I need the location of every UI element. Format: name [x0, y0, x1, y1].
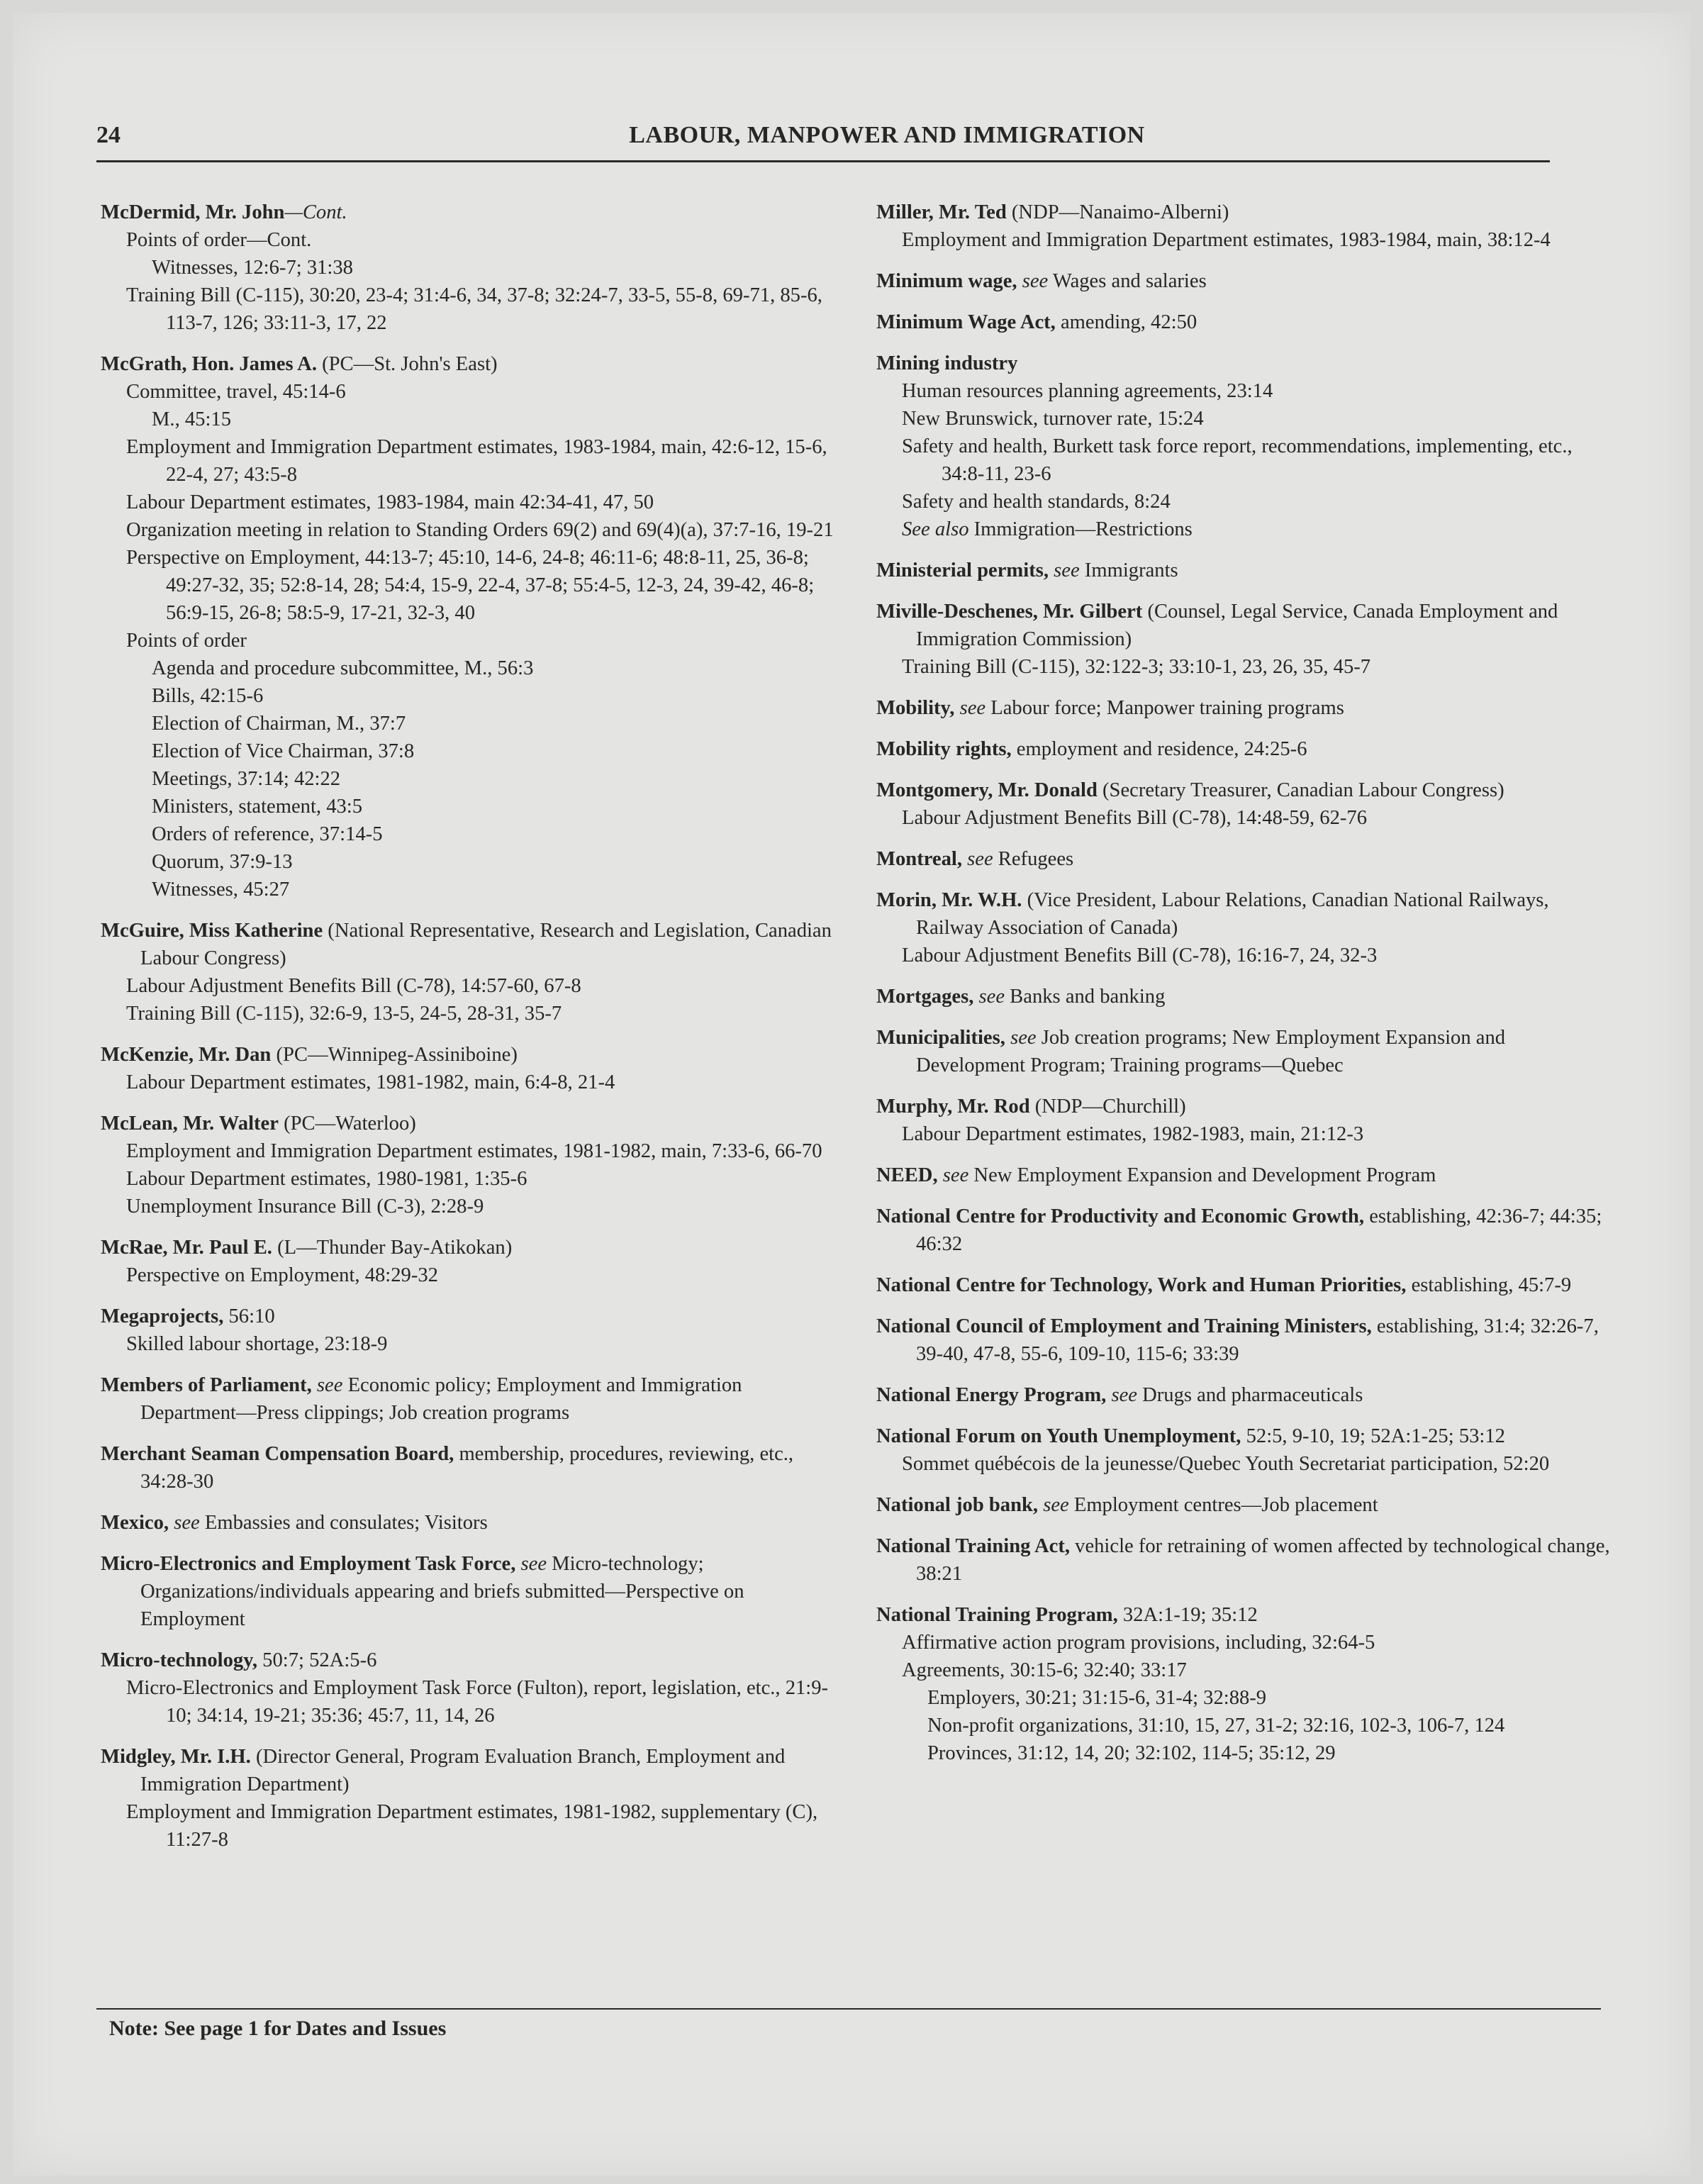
sub-entry-text: Agreements, 30:15-6; 32:40; 33:17 [902, 1659, 1187, 1681]
entry-description: (Vice President, Labour Relations, Canadian National Railways, Railway Association of Canada) [916, 889, 1549, 939]
sub-entry-text: Human resources planning agreements, 23:14 [902, 380, 1273, 402]
entry-heading [101, 1303, 838, 1330]
entry-heading [876, 1422, 1611, 1450]
sub-entry [876, 1656, 1611, 1684]
entry-description: Labour force; Manpower training programs [985, 697, 1344, 719]
entry-term: McDermid, Mr. John [101, 201, 285, 223]
entry-heading [876, 1313, 1611, 1368]
index-entry [876, 1491, 1611, 1519]
sub-entry-text: Micro-Electronics and Employment Task Force (Fulton), report, legislation, etc., 21:9-10; 34:14, 19-21; 35:36; 45:7, 11, 14, 26 [126, 1677, 829, 1727]
index-entry [101, 1371, 838, 1427]
entry-description: Immigrants [1079, 559, 1178, 581]
sub-entry-text: M., 45:15 [152, 408, 232, 430]
entry-term: Megaprojects, [101, 1305, 224, 1327]
see-also-word: See also [902, 518, 969, 540]
index-entry [876, 845, 1611, 873]
index-entry [876, 776, 1611, 832]
entry-description: Employment centres—Job placement [1068, 1494, 1378, 1516]
sub-entry [101, 544, 838, 627]
see-reference-word: see [316, 1374, 343, 1396]
entry-description: Wages and salaries [1048, 270, 1207, 292]
entry-term: National Forum on Youth Unemployment, [876, 1425, 1241, 1447]
sub-entry [876, 488, 1611, 516]
sub-sub-entry [101, 737, 838, 765]
sub-entry-text: Training Bill (C-115), 32:122-3; 33:10-1, 23, 26, 35, 45-7 [902, 656, 1371, 678]
entry-description: employment and residence, 24:25-6 [1011, 738, 1307, 760]
entry-heading [876, 886, 1611, 942]
entry-term: National Training Program, [876, 1604, 1118, 1626]
index-entry [101, 1110, 838, 1220]
entry-description: (NDP—Nanaimo-Alberni) [1006, 201, 1229, 223]
entry-term: Mining industry [876, 352, 1018, 374]
index-entry [101, 199, 838, 337]
index-entry [101, 1743, 838, 1854]
sub-entry-text: Safety and health standards, 8:24 [902, 491, 1171, 513]
entry-description: 52:5, 9-10, 19; 52A:1-25; 53:12 [1241, 1425, 1505, 1447]
sub-entry-text: Employment and Immigration Department estimates, 1981-1982, supplementary (C), 11:27-8 [126, 1801, 818, 1851]
entry-term: Minimum wage, [876, 270, 1017, 292]
index-entry [876, 1532, 1611, 1588]
sub-entry-text: Ministers, statement, 43:5 [152, 796, 363, 818]
entry-description: 32A:1-19; 35:12 [1117, 1604, 1258, 1626]
entry-description: Banks and banking [1005, 986, 1166, 1008]
sub-entry-text: Safety and health, Burkett task force report, recommendations, implementing, etc., 34:8-11, 23-6 [902, 435, 1573, 485]
index-entry [101, 350, 838, 903]
entry-term: Minimum Wage Act, [876, 311, 1056, 333]
entry-term: Montgomery, Mr. Donald [876, 779, 1098, 801]
sub-entry-text: Perspective on Employment, 44:13-7; 45:10, 14-6, 24-8; 46:11-6; 48:8-11, 25, 36-8; 49:27-32, 35; 52:8-14, 28; 54:4, 15-9, 22-4, 37-8; 55:4-5, 12-3, 24, 39-42, 46-8; 56:9-15, 26-8; 58:5-9, 17-21, 32-3, 40 [126, 547, 815, 624]
entry-description: (NDP—Churchill) [1029, 1096, 1186, 1118]
sub-entry-text: Training Bill (C-115), 32:6-9, 13-5, 24-5, 28-31, 35-7 [126, 1003, 562, 1025]
page-number: 24 [96, 122, 121, 148]
sub-entry [101, 1000, 838, 1027]
sub-entry [876, 942, 1611, 969]
entry-heading [101, 1743, 838, 1798]
entry-term: Miller, Mr. Ted [876, 201, 1007, 223]
sub-entry [876, 433, 1611, 488]
see-reference-word: see [1043, 1494, 1069, 1516]
see-reference-word: see [978, 986, 1005, 1008]
index-entry [876, 886, 1611, 969]
sub-entry-text: Employment and Immigration Department estimates, 1983-1984, main, 38:12-4 [902, 229, 1551, 251]
entry-term: Mobility rights, [876, 738, 1012, 760]
sub-entry [101, 1330, 838, 1358]
entry-term: Midgley, Mr. I.H. [101, 1746, 251, 1768]
entry-term: Municipalities, [876, 1027, 1005, 1049]
sub-entry-text: Employers, 30:21; 31:15-6, 31-4; 32:88-9 [927, 1687, 1267, 1709]
sub-entry-text: Employment and Immigration Department estimates, 1981-1982, main, 7:33-6, 66-70 [126, 1140, 822, 1162]
see-reference-word: see [959, 697, 986, 719]
entry-term: Ministerial permits, [876, 559, 1049, 581]
entry-heading [876, 1532, 1611, 1588]
sub-entry-text: Labour Adjustment Benefits Bill (C-78), 14:48-59, 62-76 [902, 807, 1367, 829]
sub-sub-entry [101, 682, 838, 710]
entry-term: McGrath, Hon. James A. [101, 353, 317, 375]
sub-entry-text: Training Bill (C-115), 30:20, 23-4; 31:4-6, 34, 37-8; 32:24-7, 33-5, 55-8, 69-71, 85-6, 113-7, 126; 33:11-3, 17, 22 [126, 284, 822, 334]
entry-term: National job bank, [876, 1494, 1039, 1516]
see-reference-word: see [1111, 1384, 1137, 1406]
entry-description: (L—Thunder Bay-Atikokan) [272, 1237, 513, 1259]
entry-heading [876, 267, 1611, 295]
page-header [96, 119, 1550, 162]
entry-heading [101, 1110, 838, 1137]
continued-mark: —Cont. [284, 201, 347, 223]
sub-entry [101, 1193, 838, 1220]
entry-description: Drugs and pharmaceuticals [1137, 1384, 1363, 1406]
sub-sub-entry [101, 848, 838, 876]
sub-entry [101, 1798, 838, 1854]
entry-heading [876, 1093, 1611, 1120]
sub-entry-text: Organization meeting in relation to Standing Orders 69(2) and 69(4)(a), 37:7-16, 19-21 [126, 519, 834, 541]
entry-term: Merchant Seaman Compensation Board, [101, 1443, 454, 1465]
entry-term: Montreal, [876, 848, 962, 870]
sub-sub-entry [876, 1712, 1611, 1739]
sub-entry-text: Employment and Immigration Department estimates, 1983-1984, main, 42:6-12, 15-6, 22-4, 27; 43:5-8 [126, 436, 827, 486]
entry-description: (National Representative, Research and Legislation, Canadian Labour Congress) [140, 920, 832, 969]
sub-entry-text: Affirmative action program provisions, including, 32:64-5 [902, 1632, 1375, 1654]
sub-entry-text: Points of order—Cont. [126, 229, 312, 251]
index-entry [101, 1647, 838, 1729]
sub-entry [876, 226, 1611, 254]
index-entry [876, 735, 1611, 763]
index-entry [101, 1234, 838, 1289]
entry-heading [876, 199, 1611, 226]
entry-term: National Centre for Productivity and Economic Growth, [876, 1205, 1365, 1227]
sub-entry-text: Labour Department estimates, 1980-1981, 1:35-6 [126, 1168, 527, 1190]
sub-entry [876, 1629, 1611, 1656]
sub-entry [101, 489, 838, 516]
entry-heading [876, 1381, 1611, 1409]
index-entry [876, 199, 1611, 254]
see-reference-word: see [1054, 559, 1080, 581]
index-entry [876, 350, 1611, 543]
entry-term: National Energy Program, [876, 1384, 1107, 1406]
entry-description: Micro-technology; Organizations/individuals appearing and briefs submitted—Perspective on Employment [140, 1553, 744, 1630]
entry-heading [876, 1271, 1611, 1299]
index-entry [876, 267, 1611, 295]
entry-description: New Employment Expansion and Development Program [968, 1164, 1436, 1186]
index-entry [876, 1203, 1611, 1258]
entry-description: (PC—Winnipeg-Assiniboine) [271, 1044, 518, 1066]
entry-description: (Secretary Treasurer, Canadian Labour Congress) [1097, 779, 1504, 801]
sub-sub-entry [101, 254, 838, 282]
entry-heading [101, 1509, 838, 1537]
entry-heading [876, 350, 1611, 377]
entry-description: Job creation programs; New Employment Expansion and Development Program; Training programs—Quebec [916, 1027, 1506, 1076]
sub-entry-text: Orders of reference, 37:14-5 [152, 823, 383, 845]
entry-description: (PC—St. John's East) [316, 353, 498, 375]
sub-entry-text: Bills, 42:15-6 [152, 685, 264, 707]
sub-entry [876, 1120, 1611, 1148]
entry-description: Economic policy; Employment and Immigration Department—Press clippings; Job creation programs [140, 1374, 742, 1424]
sub-entry-text: Quorum, 37:9-13 [152, 851, 293, 873]
entry-term: National Centre for Technology, Work and Human Priorities, [876, 1274, 1407, 1296]
index-entry [101, 1509, 838, 1537]
sub-sub-entry [101, 793, 838, 820]
sub-entry [876, 1450, 1611, 1478]
sub-entry-text: Labour Department estimates, 1982-1983, main, 21:12-3 [902, 1123, 1364, 1145]
entry-heading [876, 1024, 1611, 1079]
entry-description: establishing, 42:36-7; 44:35; 46:32 [916, 1205, 1602, 1255]
entry-term: McLean, Mr. Walter [101, 1113, 279, 1135]
entry-description: membership, procedures, reviewing, etc., 34:28-30 [140, 1443, 794, 1493]
sub-entry [876, 516, 1611, 543]
sub-entry-text: New Brunswick, turnover rate, 15:24 [902, 408, 1204, 430]
sub-entry-text: Provinces, 31:12, 14, 20; 32:102, 114-5; 35:12, 29 [927, 1742, 1336, 1764]
entry-heading [101, 1371, 838, 1427]
index-entry [101, 917, 838, 1027]
entry-term: Murphy, Mr. Rod [876, 1096, 1030, 1118]
index-entry [876, 1313, 1611, 1368]
sub-entry-text: Committee, travel, 45:14-6 [126, 381, 346, 403]
sub-entry-text: Labour Adjustment Benefits Bill (C-78), 16:16-7, 24, 32-3 [902, 945, 1378, 966]
entry-term: McRae, Mr. Paul E. [101, 1237, 272, 1259]
index-entry [876, 1024, 1611, 1079]
index-entry [876, 308, 1611, 336]
sub-entry [101, 1674, 838, 1729]
index-entry [101, 1550, 838, 1633]
sub-entry [101, 1165, 838, 1193]
footer-note: Note: See page 1 for Dates and Issues [109, 2017, 447, 2040]
right-column [876, 199, 1611, 1781]
entry-heading [101, 1647, 838, 1674]
see-reference-word: see [967, 848, 993, 870]
sub-entry-text: Immigration—Restrictions [968, 518, 1193, 540]
sub-entry [876, 377, 1611, 405]
sub-entry [101, 226, 838, 254]
entry-term: National Council of Employment and Training Ministers, [876, 1315, 1372, 1337]
sub-entry-text: Agenda and procedure subcommittee, M., 56:3 [152, 657, 534, 679]
entry-heading [101, 199, 838, 226]
entry-term: McGuire, Miss Katherine [101, 920, 323, 942]
index-entry [876, 1601, 1611, 1767]
entry-heading [876, 557, 1611, 584]
entry-description: (Director General, Program Evaluation Branch, Employment and Immigration Department) [140, 1746, 786, 1795]
entry-heading [876, 598, 1611, 653]
entry-heading [101, 1550, 838, 1633]
index-entry [101, 1041, 838, 1096]
entry-term: Members of Parliament, [101, 1374, 312, 1396]
entry-description: Refugees [993, 848, 1074, 870]
sub-sub-entry [876, 1684, 1611, 1712]
sub-sub-entry [101, 406, 838, 433]
entry-heading [876, 1601, 1611, 1629]
index-entry [876, 557, 1611, 584]
entry-heading [101, 1440, 838, 1495]
sub-entry [876, 405, 1611, 433]
entry-term: Morin, Mr. W.H. [876, 889, 1022, 911]
entry-heading [876, 983, 1611, 1010]
index-entry [101, 1440, 838, 1495]
entry-term: National Training Act, [876, 1535, 1070, 1557]
sub-entry [101, 433, 838, 489]
entry-heading [101, 350, 838, 378]
sub-entry [101, 516, 838, 544]
index-entry [876, 983, 1611, 1010]
sub-entry-text: Election of Vice Chairman, 37:8 [152, 740, 415, 762]
entry-term: Miville-Deschenes, Mr. Gilbert [876, 601, 1143, 623]
entry-description: (PC—Waterloo) [278, 1113, 416, 1135]
sub-entry [101, 1137, 838, 1165]
sub-entry [101, 1069, 838, 1096]
sub-entry [101, 1261, 838, 1289]
entry-description: Embassies and consulates; Visitors [199, 1512, 488, 1534]
sub-entry-text: Election of Chairman, M., 37:7 [152, 713, 406, 735]
sub-entry [876, 804, 1611, 832]
sub-entry-text: Labour Department estimates, 1983-1984, main 42:34-41, 47, 50 [126, 491, 654, 513]
entry-heading [876, 1491, 1611, 1519]
entry-heading [101, 1041, 838, 1069]
sub-entry-text: Points of order [126, 630, 247, 652]
entry-term: NEED, [876, 1164, 938, 1186]
sub-entry-text: Witnesses, 45:27 [152, 879, 290, 901]
index-entry [876, 1093, 1611, 1148]
sub-entry-text: Labour Adjustment Benefits Bill (C-78), 14:57-60, 67-8 [126, 975, 581, 997]
entry-term: Micro-technology, [101, 1649, 258, 1671]
entry-term: Micro-Electronics and Employment Task Force, [101, 1553, 516, 1575]
sub-sub-entry [101, 654, 838, 682]
entry-heading [876, 1161, 1611, 1189]
sub-entry [101, 972, 838, 1000]
sub-sub-entry [101, 765, 838, 793]
entry-heading [876, 845, 1611, 873]
sub-entry-text: Skilled labour shortage, 23:18-9 [126, 1333, 388, 1355]
entry-description: establishing, 31:4; 32:26-7, 39-40, 47-8, 55-6, 109-10, 115-6; 33:39 [916, 1315, 1599, 1365]
sub-entry-text: Non-profit organizations, 31:10, 15, 27, 31-2; 32:16, 102-3, 106-7, 124 [927, 1715, 1505, 1737]
sub-sub-entry [101, 820, 838, 848]
sub-entry-text: Unemployment Insurance Bill (C-3), 2:28-9 [126, 1196, 484, 1218]
running-title: LABOUR, MANPOWER AND IMMIGRATION [629, 122, 1145, 148]
entry-description: 56:10 [223, 1305, 275, 1327]
see-reference-word: see [1010, 1027, 1037, 1049]
entry-heading [101, 917, 838, 972]
sub-entry [101, 282, 838, 337]
entry-heading [101, 1234, 838, 1261]
entry-description: vehicle for retraining of women affected by technological change, 38:21 [916, 1535, 1610, 1585]
entry-heading [876, 735, 1611, 763]
entry-term: Mortgages, [876, 986, 974, 1008]
sub-entry [101, 627, 838, 654]
see-reference-word: see [174, 1512, 200, 1534]
entry-heading [876, 694, 1611, 722]
sub-entry-text: Meetings, 37:14; 42:22 [152, 768, 341, 790]
entry-description: (Counsel, Legal Service, Canada Employment and Immigration Commission) [916, 601, 1558, 650]
entry-description: 50:7; 52A:5-6 [257, 1649, 377, 1671]
sub-entry-text: Labour Department estimates, 1981-1982, main, 6:4-8, 21-4 [126, 1071, 615, 1093]
sub-entry-text: Witnesses, 12:6-7; 31:38 [152, 257, 353, 279]
index-entry [876, 1271, 1611, 1299]
index-entry [876, 694, 1611, 722]
bottom-rule [96, 2008, 1601, 2010]
see-reference-word: see [942, 1164, 969, 1186]
entry-heading [876, 1203, 1611, 1258]
sub-sub-entry [101, 876, 838, 903]
index-entry [101, 1303, 838, 1358]
sub-sub-entry [876, 1739, 1611, 1767]
entry-term: Mexico, [101, 1512, 169, 1534]
sub-entry-text: Perspective on Employment, 48:29-32 [126, 1264, 438, 1286]
entry-term: McKenzie, Mr. Dan [101, 1044, 272, 1066]
entry-description: establishing, 45:7-9 [1406, 1274, 1572, 1296]
entry-description: amending, 42:50 [1055, 311, 1197, 333]
index-entry [876, 1161, 1611, 1189]
sub-entry-text: Sommet québécois de la jeunesse/Quebec Youth Secretariat participation, 52:20 [902, 1453, 1550, 1475]
index-page [13, 13, 1690, 2175]
sub-sub-entry [101, 710, 838, 737]
sub-entry [101, 378, 838, 406]
entry-heading [876, 776, 1611, 804]
index-entry [876, 1381, 1611, 1409]
left-column [101, 199, 838, 1867]
index-entry [876, 598, 1611, 681]
see-reference-word: see [1022, 270, 1049, 292]
index-entry [876, 1422, 1611, 1478]
sub-entry [876, 653, 1611, 681]
entry-term: Mobility, [876, 697, 955, 719]
entry-heading [876, 308, 1611, 336]
see-reference-word: see [520, 1553, 547, 1575]
